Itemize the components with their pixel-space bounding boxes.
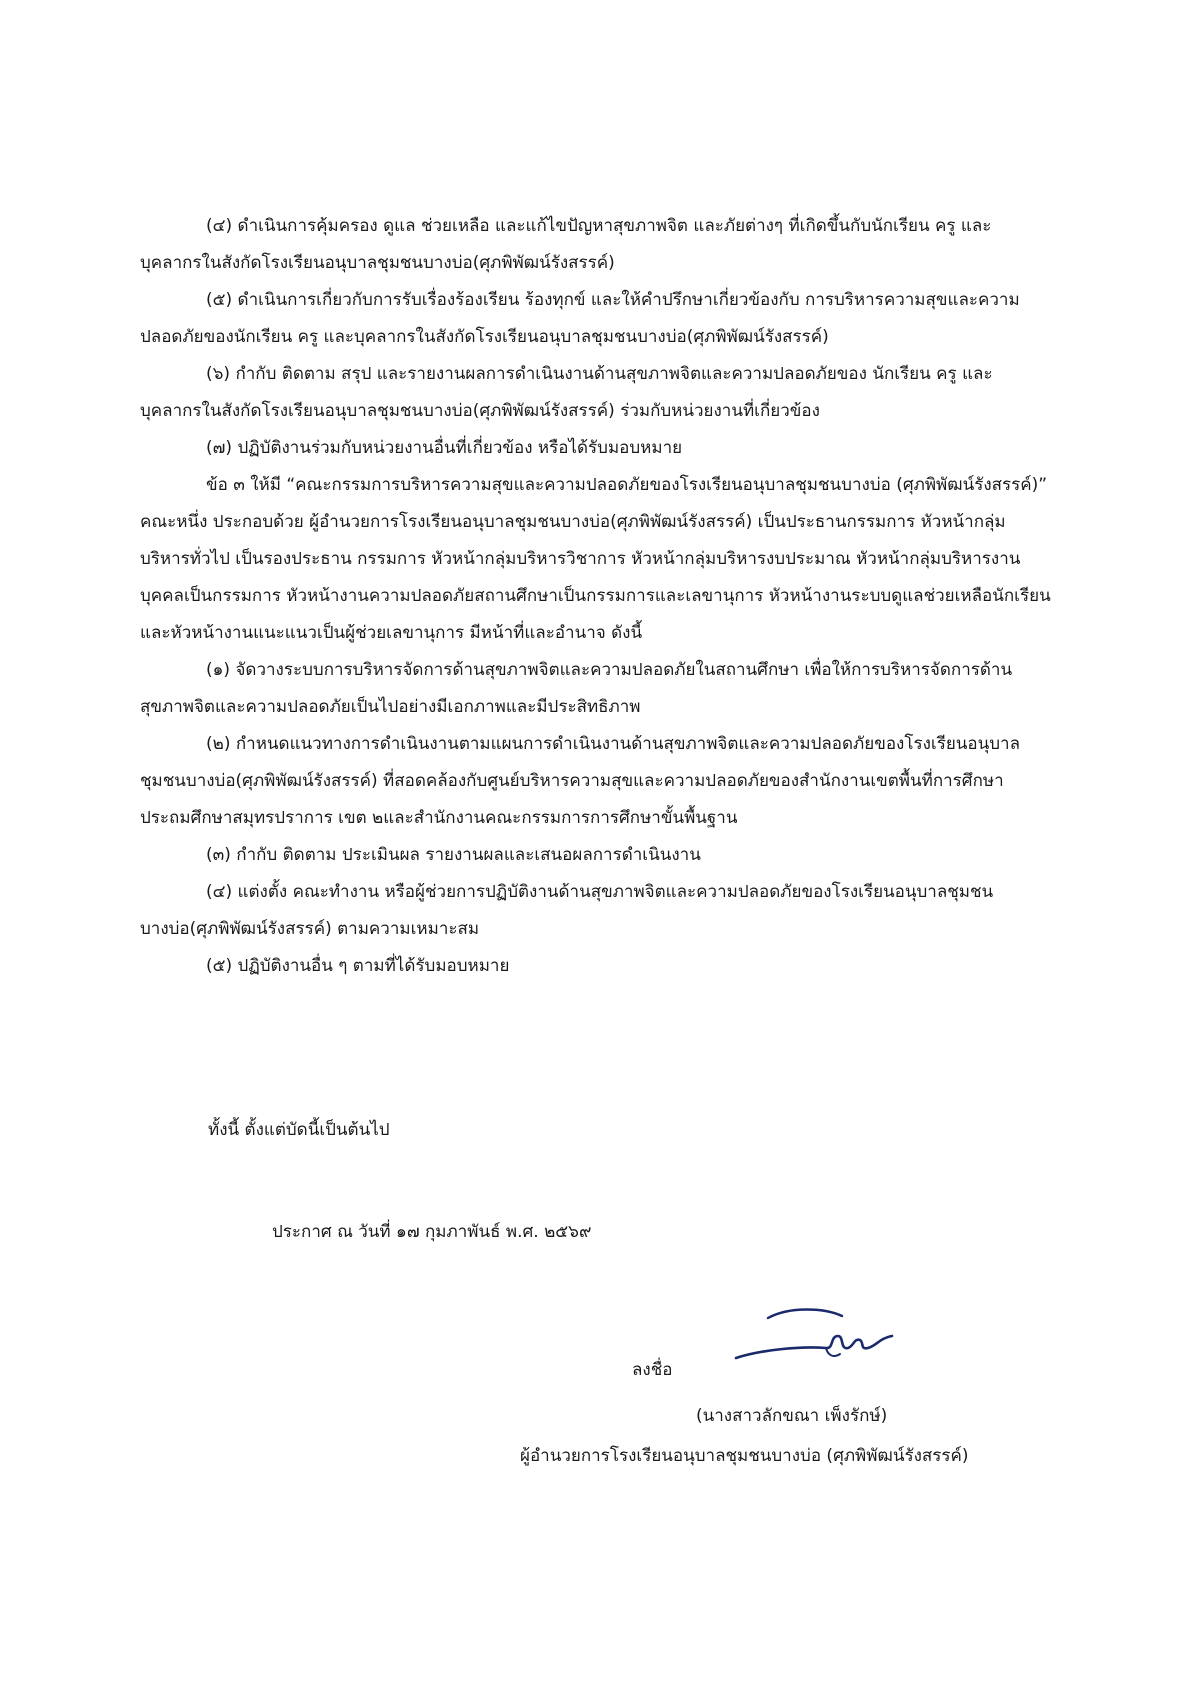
paragraph-committee-duty-4: (๔) แต่งตั้ง คณะทำงาน หรือผู้ช่วยการปฏิบัติงานด้านสุขภาพจิตและความปลอดภัยของโรงเรียนอนุบาลชุมชนบางบ่อ(ศุภพิพัฒน์รังสรรค์) ตามความเหมาะสม [140, 882, 994, 939]
paragraph-duty-7: (๗) ปฏิบัติงานร่วมกับหน่วยงานอื่นที่เกี่ยวข้อง หรือได้รับมอบหมาย [206, 438, 683, 458]
paragraph-committee-duty-2: (๒) กำหนดแนวทางการดำเนินงานตามแผนการดำเนินงานด้านสุขภาพจิตและความปลอดภัยของโรงเรียนอนุบาลชุมชนบางบ่อ(ศุภพิพัฒน์รังสรรค์) ที่สอดคล้องกับศูนย์บริหารความสุขและความปลอดภัยของสำนักงานเขตพื้นที่การศึกษาประถมศึกษาสมุทรปราการ เขต ๒และสำนักงานคณะกรรมการการศึกษาขั้นพื้นฐาน [140, 734, 1021, 828]
paragraph-committee-duty-3: (๓) กำกับ ติดตาม ประเมินผล รายงานผลและเสนอผลการดำเนินงาน [206, 845, 701, 865]
paragraph-article-3: ข้อ ๓ ให้มี “คณะกรรมการบริหารความสุขและความปลอดภัยของโรงเรียนอนุบาลชุมชนบางบ่อ (ศุภพิพัฒน์รังสรรค์)” คณะหนึ่ง ประกอบด้วย ผู้อำนวยการโรงเรียนอนุบาลชุมชนบางบ่อ(ศุภพิพัฒน์รังสรรค์) เป็นประธานกรรมการ หัวหน้ากลุ่มบริหารทั่วไป เป็นรองประธาน กรรมการ หัวหน้ากลุ่มบริหารวิชาการ หัวหน้ากลุ่มบริหารงบประมาณ หัวหน้ากลุ่มบริหารงานบุคคลเป็นกรรมการ หัวหน้างานความปลอดภัยสถานศึกษาเป็นกรรมการและเลขานุการ หัวหน้างานระบบดูแลช่วยเหลือนักเรียน และหัวหน้างานแนะแนวเป็นผู้ช่วยเลขานุการ มีหน้าที่และอำนาจ ดังนี้ [140, 475, 1051, 643]
announcement-date: ประกาศ ณ วันที่ ๑๗ กุมภาพันธ์ พ.ศ. ๒๕๖๙ [272, 1222, 592, 1242]
closing-statement: ทั้งนี้ ตั้งแต่บัดนี้เป็นต้นไป [208, 1120, 390, 1140]
signer-title: ผู้อำนวยการโรงเรียนอนุบาลชุมชนบางบ่อ (ศุภพิพัฒน์รังสรรค์) [520, 1446, 969, 1466]
signer-name: (นางสาวลักขณา เพ็งรักษ์) [696, 1406, 888, 1426]
signature-label: ลงชื่อ [632, 1360, 673, 1380]
handwritten-signature [730, 1296, 900, 1376]
paragraph-duty-6: (๖) กำกับ ติดตาม สรุป และรายงานผลการดำเนินงานด้านสุขภาพจิตและความปลอดภัยของ นักเรียน ครู และบุคลากรในสังกัดโรงเรียนอนุบาลชุมชนบางบ่อ(ศุภพิพัฒน์รังสรรค์) ร่วมกับหน่วยงานที่เกี่ยวข้อง [140, 364, 993, 421]
paragraph-duty-4: (๔) ดำเนินการคุ้มครอง ดูแล ช่วยเหลือ และแก้ไขปัญหาสุขภาพจิต และภัยต่างๆ ที่เกิดขึ้นกับนักเรียน ครู และบุคลากรในสังกัดโรงเรียนอนุบาลชุมชนบางบ่อ(ศุภพิพัฒน์รังสรรค์) [140, 216, 992, 273]
paragraph-committee-duty-1: (๑) จัดวางระบบการบริหารจัดการด้านสุขภาพจิตและความปลอดภัยในสถานศึกษา เพื่อให้การบริหารจัดการด้านสุขภาพจิตและความปลอดภัยเป็นไปอย่างมีเอกภาพและมีประสิทธิภาพ [140, 660, 1013, 717]
paragraph-committee-duty-5: (๕) ปฏิบัติงานอื่น ๆ ตามที่ได้รับมอบหมาย [206, 956, 510, 976]
document-body [140, 208, 1052, 985]
paragraph-duty-5: (๕) ดำเนินการเกี่ยวกับการรับเรื่องร้องเรียน ร้องทุกข์ และให้คำปรึกษาเกี่ยวข้องกับ การบริหารความสุขและความปลอดภัยของนักเรียน ครู และบุคลากรในสังกัดโรงเรียนอนุบาลชุมชนบางบ่อ(ศุภพิพัฒน์รังสรรค์) [140, 290, 1020, 347]
